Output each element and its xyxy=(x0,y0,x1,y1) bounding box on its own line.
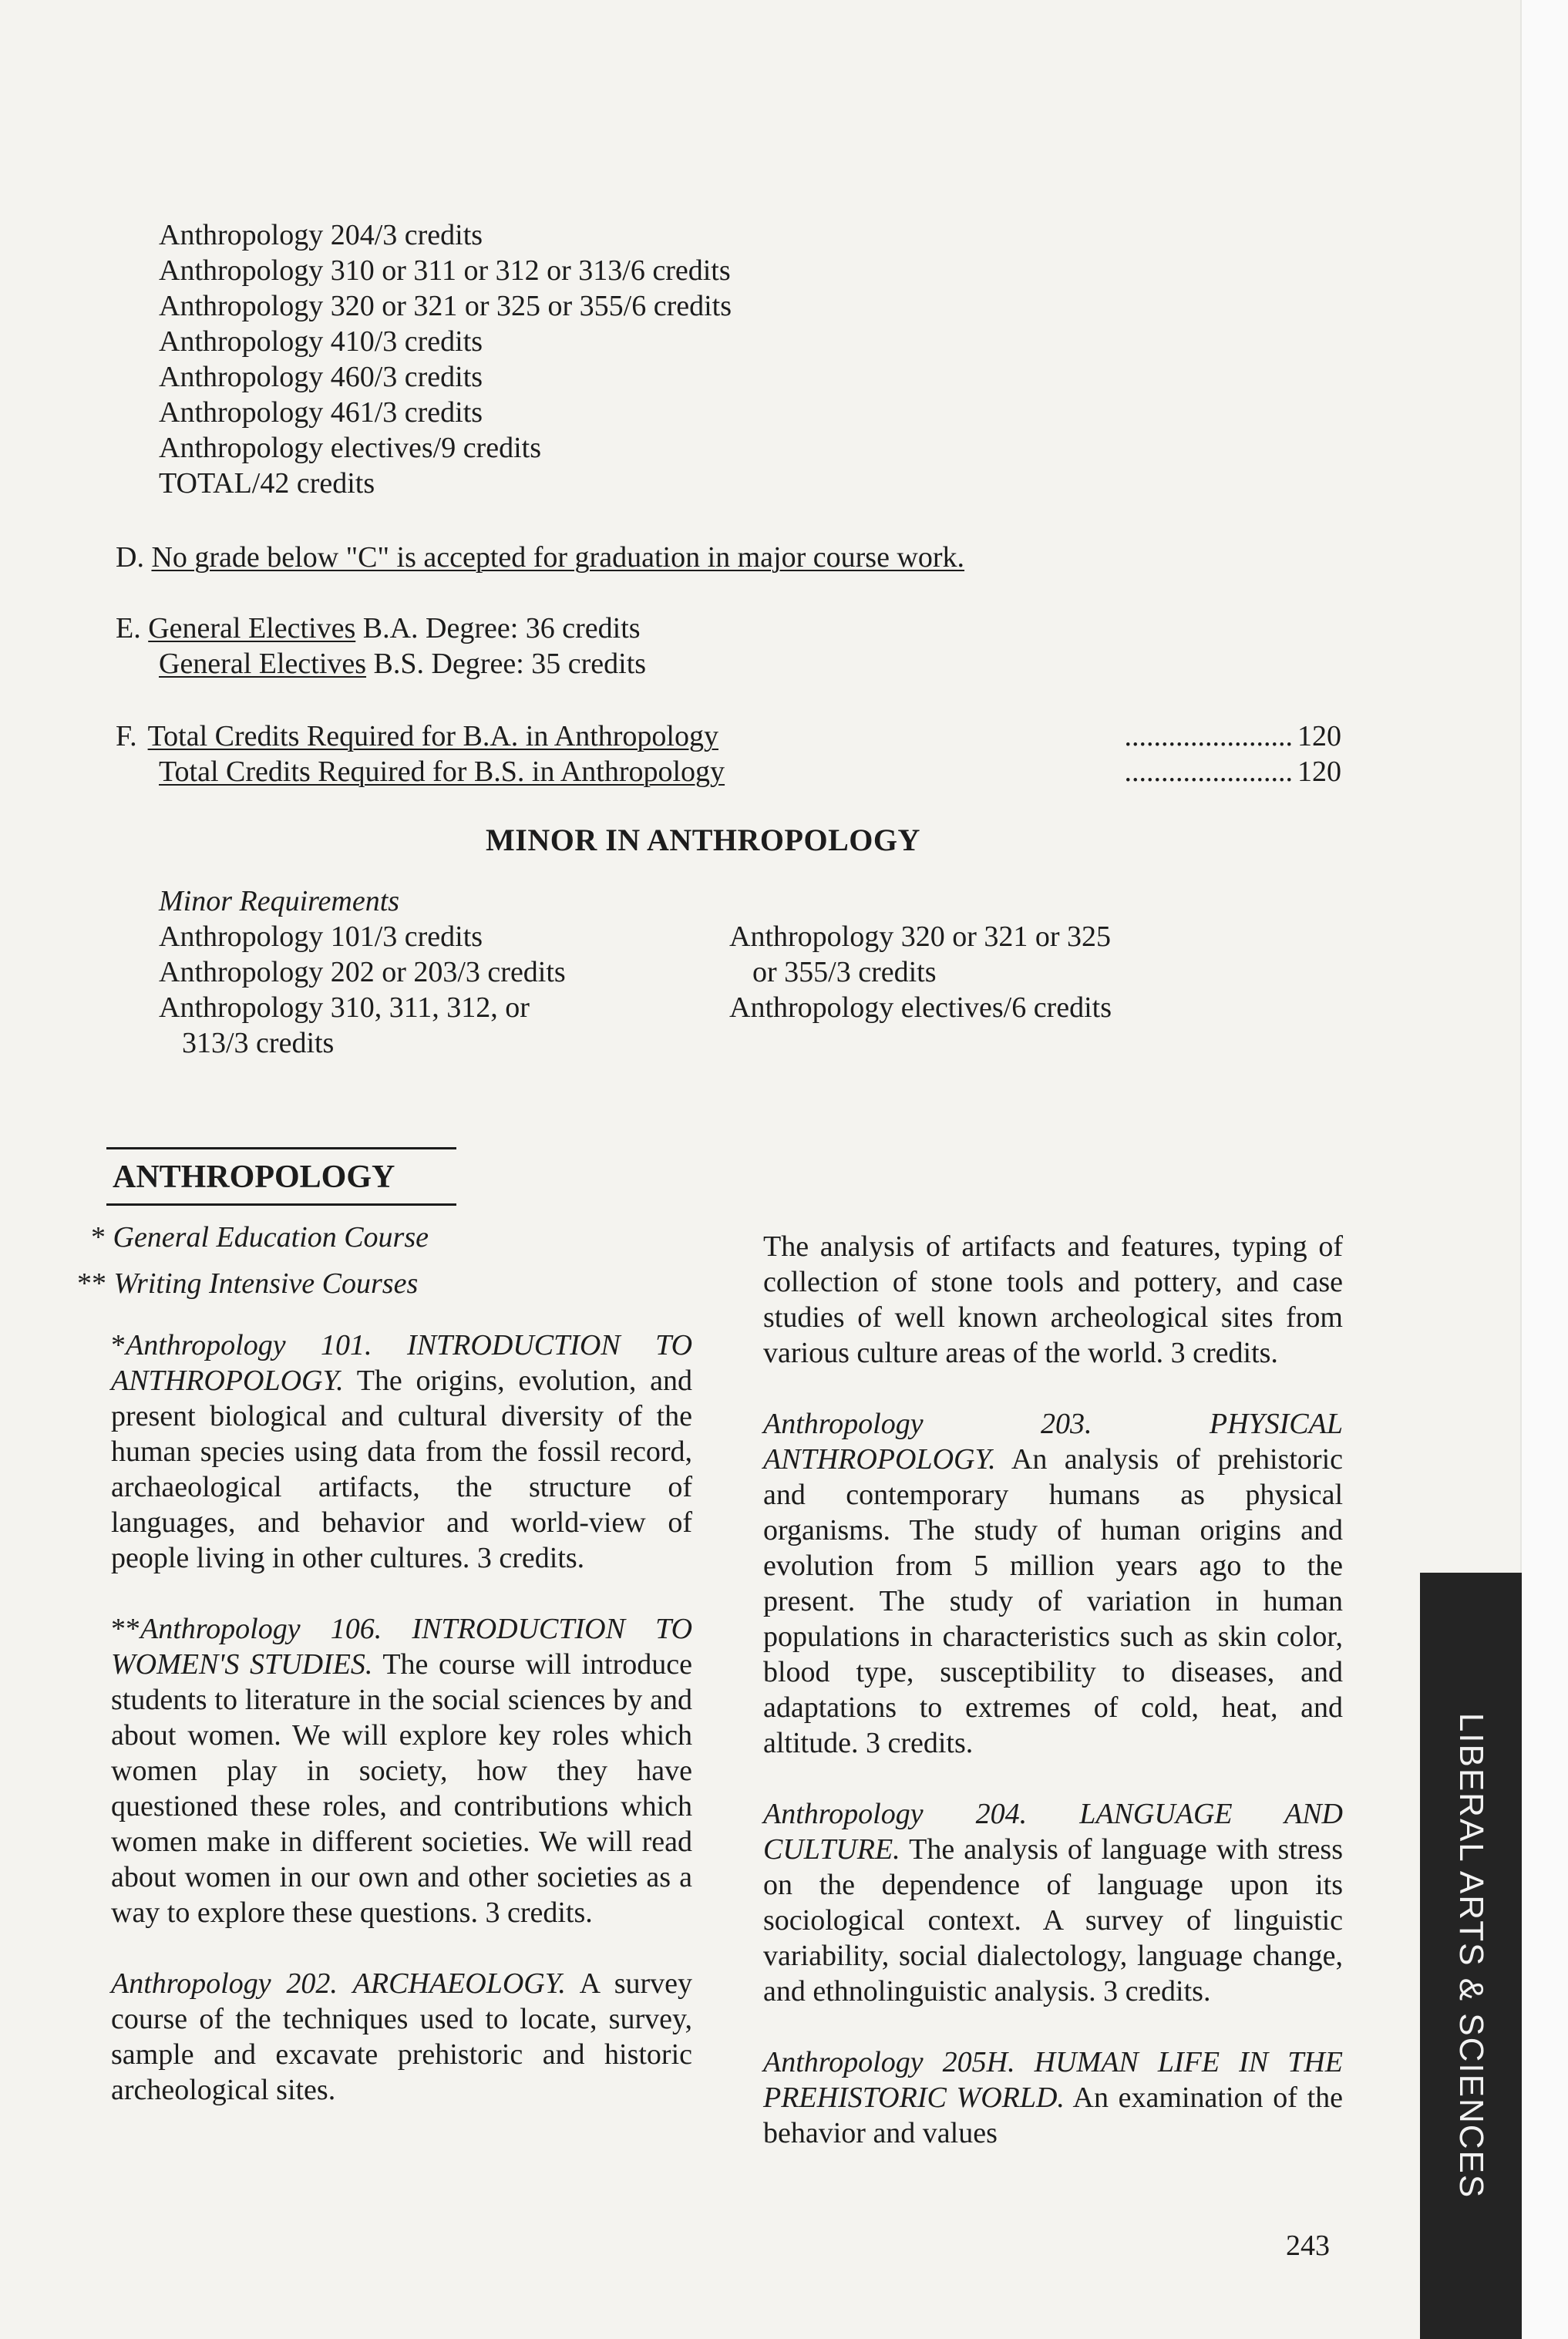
bs-electives-credits: B.S. Degree: 35 credits xyxy=(373,648,647,680)
course-number: Anthropology 204. xyxy=(763,1798,1028,1830)
minor-right-list xyxy=(729,919,1112,1025)
legend-writing-intensive: ** Writing Intensive Courses xyxy=(77,1267,419,1300)
page-edge xyxy=(1520,0,1568,2339)
course-title: LANGUAGE AND CULTURE. xyxy=(763,1798,1343,1866)
department-title: ANTHROPOLOGY xyxy=(106,1147,456,1206)
legend-general-education: * General Education Course xyxy=(91,1221,429,1254)
course-number: Anthropology 202. xyxy=(111,1967,338,2000)
general-electives-label: General Electives xyxy=(148,612,356,644)
minor-requirement-line: Anthropology electives/6 credits xyxy=(729,991,1112,1024)
requirement-total: TOTAL/42 credits xyxy=(159,467,375,500)
minor-left-list xyxy=(159,919,566,1061)
minor-requirement-line: 313/3 credits xyxy=(182,1027,335,1059)
double-asterisk-mark: ** xyxy=(77,1267,106,1300)
item-e xyxy=(116,611,646,682)
minor-subheading: Minor Requirements xyxy=(159,885,400,917)
bs-total-label: Total Credits Required for B.S. in Anthropology xyxy=(159,756,725,788)
leader-dots: ....................... xyxy=(1124,720,1293,752)
course-description: The analysis of artifacts and features, typing of collection of stone tools and pottery, and case studies of well known archeological sites from various culture areas of the world. 3 credits. xyxy=(763,1230,1343,1369)
course-description: The origins, evolution, and present biological and cultural diversity of the human species using data from the fossil record, archaeological artifacts, the structure of languages, and behavior and world-view of people living in other cultures. 3 credits. xyxy=(111,1365,692,1574)
course-entry xyxy=(763,1406,1343,1761)
item-letter: D. xyxy=(116,541,144,574)
ba-total-label: Total Credits Required for B.A. in Anthropology xyxy=(147,720,718,752)
requirement-line: Anthropology electives/9 credits xyxy=(159,432,541,464)
requirement-line: Anthropology 460/3 credits xyxy=(159,361,483,393)
minor-requirement-line: Anthropology 310, 311, 312, or xyxy=(159,991,530,1024)
requirement-line: Anthropology 410/3 credits xyxy=(159,325,483,358)
item-d xyxy=(116,540,964,575)
minor-requirement-line: Anthropology 101/3 credits xyxy=(159,920,483,953)
course-entry xyxy=(763,1796,1343,2009)
course-entry-continued xyxy=(763,1229,1343,1371)
course-title: ARCHAEOLOGY. xyxy=(352,1967,566,2000)
grade-policy-text: No grade below "C" is accepted for graduation in major course work. xyxy=(151,541,965,574)
minor-requirement-line: Anthropology 320 or 321 or 325 xyxy=(729,920,1112,953)
course-description: The analysis of language with stress on the dependence of language upon its sociological context. A survey of linguistic variability, social dialectology, language change, and ethnolinguistic analysis. 3 credits. xyxy=(763,1833,1343,2008)
course-entry xyxy=(111,1611,692,1930)
section-side-tab-label: LIBERAL ARTS & SCIENCES xyxy=(1452,1712,1490,2199)
minor-requirement-line: or 355/3 credits xyxy=(752,956,937,988)
section-side-tab xyxy=(1420,1573,1522,2339)
general-electives-label: General Electives xyxy=(159,648,367,680)
course-description: An analysis of prehistoric and contemporary humans as physical organisms. The study of human origins and evolution from 5 million years ago to the present. The study of variation in human populations in characteristics such as skin color, blood type, susceptibility to diseases, and adaptations to extremes of cold, heat, and altitude. 3 credits. xyxy=(763,1443,1344,1759)
leader-dots: ....................... xyxy=(1124,756,1293,788)
item-letter: F. xyxy=(116,720,137,752)
course-title: INTRODUCTION TO ANTHROPOLOGY. xyxy=(111,1329,693,1397)
course-title: HUMAN LIFE IN THE PREHISTORIC WORLD. xyxy=(763,2046,1343,2114)
asterisk-mark: * xyxy=(91,1221,106,1254)
ba-total-value: 120 xyxy=(1297,720,1341,752)
item-letter: E. xyxy=(116,612,141,644)
minor-heading: MINOR IN ANTHROPOLOGY xyxy=(486,823,920,857)
page-number: 243 xyxy=(1286,2230,1330,2262)
bs-total-value: 120 xyxy=(1297,756,1341,788)
course-number: Anthropology 203. xyxy=(763,1408,1092,1440)
ba-electives-credits: B.A. Degree: 36 credits xyxy=(362,612,641,644)
double-asterisk-mark: ** xyxy=(111,1613,140,1645)
minor-requirement-line: Anthropology 202 or 203/3 credits xyxy=(159,956,566,988)
course-entry xyxy=(111,1966,692,2108)
course-title: INTRODUCTION TO WOMEN'S STUDIES. xyxy=(111,1613,693,1681)
requirement-line: Anthropology 320 or 321 or 325 or 355/6 credits xyxy=(159,290,732,322)
requirement-line: Anthropology 310 or 311 or 312 or 313/6 credits xyxy=(159,254,731,287)
course-entry xyxy=(111,1328,692,1576)
item-f xyxy=(116,719,1341,789)
course-number: Anthropology 106. xyxy=(140,1613,382,1645)
major-requirements-list xyxy=(159,217,732,501)
courses-left-column xyxy=(111,1328,692,2143)
course-description: An examination of the behavior and values xyxy=(763,2082,1343,2149)
requirement-line: Anthropology 204/3 credits xyxy=(159,219,483,251)
course-title: PHYSICAL ANTHROPOLOGY. xyxy=(763,1408,1343,1476)
course-description: The course will introduce students to literature in the social sciences by and about women. We will explore key roles which women play in society, how they have questioned these roles, and contributions which women make in different societies. We will read about women in our own and other societies as a way to explore these questions. 3 credits. xyxy=(111,1648,692,1929)
course-entry xyxy=(763,2045,1343,2151)
asterisk-mark: * xyxy=(111,1329,126,1361)
course-number: Anthropology 205H. xyxy=(763,2046,1015,2078)
course-description: A survey course of the techniques used to locate, survey, sample and excavate prehistoric and historic archeological sites. xyxy=(111,1967,693,2106)
requirement-line: Anthropology 461/3 credits xyxy=(159,396,483,429)
course-number: Anthropology 101. xyxy=(126,1329,372,1361)
courses-right-column xyxy=(763,1229,1343,2186)
